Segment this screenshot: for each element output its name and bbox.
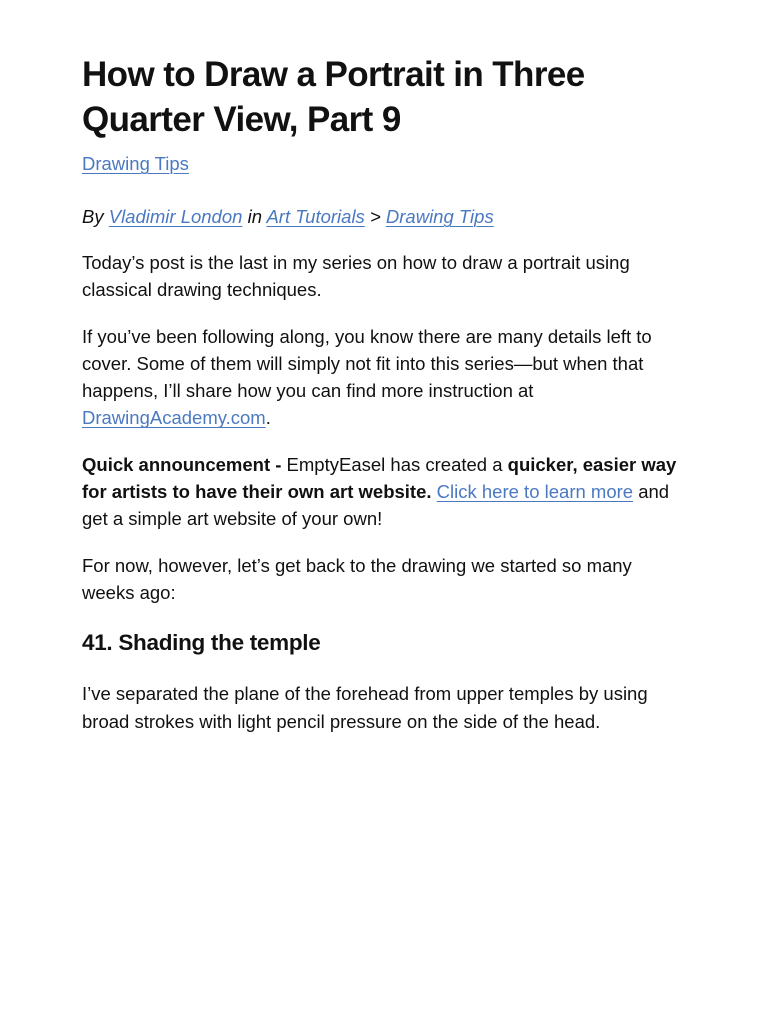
byline-separator: > <box>369 206 381 227</box>
announcement-end: and get a simple art website of your own! <box>82 481 670 530</box>
article <box>82 52 682 735</box>
temple-paragraph: I’ve separated the plane of the forehead from upper temples by using broad strokes with light pencil pressure on the side of the head. <box>82 683 648 732</box>
learn-more-link[interactable]: Click here to learn more <box>436 481 634 503</box>
category-parent-link[interactable]: Art Tutorials <box>266 206 365 227</box>
followup-paragraph <box>82 323 682 432</box>
byline-by: By <box>82 206 104 227</box>
transition-paragraph: For now, however, let’s get back to the drawing we started so many weeks ago: <box>82 554 632 603</box>
announcement-text: EmptyEasel has created a <box>281 453 508 475</box>
announcement-lead: Quick announcement - <box>82 453 282 475</box>
followup-end: . <box>265 407 271 429</box>
drawing-academy-link[interactable]: DrawingAcademy.com <box>82 407 266 429</box>
section-heading: 41. Shading the temple <box>82 630 321 656</box>
page-title: How to Draw a Portrait in Three Quarter View, Part 9 <box>82 55 585 139</box>
byline <box>82 203 682 230</box>
byline-in: in <box>247 206 262 227</box>
intro-paragraph: Today’s post is the last in my series on how to draw a portrait using classical drawing techniques. <box>82 252 630 301</box>
category-child-link[interactable]: Drawing Tips <box>385 206 494 227</box>
announcement-bold-text: quicker, easier way for artists to have their own art website. <box>82 453 677 503</box>
followup-text: If you’ve been following along, you know there are many details left to cover. Some of them will simply not fit into this series—but when that happens, I’ll share how you can find more instruction at <box>82 325 652 402</box>
category-link[interactable]: Drawing Tips <box>82 153 189 174</box>
announcement-paragraph <box>82 451 682 533</box>
author-link[interactable]: Vladimir London <box>108 206 243 227</box>
